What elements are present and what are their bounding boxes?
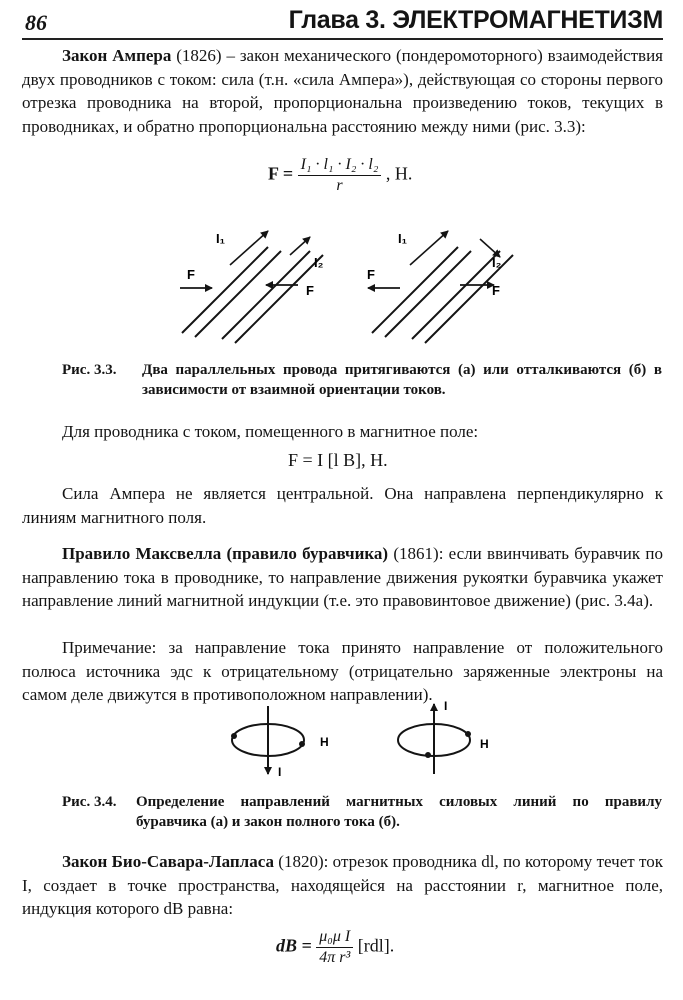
maxwell-paragraph	[22, 542, 663, 613]
loop-a-point-1	[231, 733, 237, 739]
arrow-i2-a	[290, 237, 310, 255]
ampere-formula	[268, 156, 412, 195]
biot-paragraph	[22, 850, 663, 921]
label-i-a: I	[278, 765, 282, 779]
biot-formula	[276, 928, 394, 967]
maxwell-note: Примечание: за направление тока принято направление от положительного полюса источника эдс к отрицательному (отрицательно заряженные электроны на самом деле движутся в противоположном направлении).	[22, 638, 663, 704]
chapter-title: Глава 3. ЭЛЕКТРОМАГНЕТИЗМ	[288, 6, 663, 34]
ampere-formula-unit: , Н.	[385, 163, 413, 184]
page-number: 86	[25, 10, 47, 35]
field-formula: F = I [l B], Н.	[288, 450, 388, 470]
figure-3-4	[222, 698, 512, 780]
caption-3-3-text: Два параллельных провода притягиваются (а) или отталкиваются (б) в зависимости от взаимной ориентации токов.	[142, 362, 662, 398]
arrow-i1-b	[410, 231, 448, 265]
header-rule	[22, 38, 663, 40]
label-h-a: Н	[320, 735, 329, 749]
biot-text: (1820): отрезок проводника dl, по которому течет ток I, создает в точке пространства, находящейся на расстоянии r, магнитное поле, индукция которого dB равна:	[22, 852, 663, 918]
label-i-b: I	[444, 699, 448, 713]
wire-b-right	[412, 251, 500, 339]
label-f-a-right: F	[306, 283, 314, 298]
ampere-formula-numerator: I₁ · l₁ · I₂ · l₂	[298, 156, 382, 176]
biot-formula-lhs: dB =	[276, 935, 312, 956]
caption-3-3	[62, 360, 662, 400]
caption-3-4-text: Определение направлений магнитных силовых линий по правилу буравчика (а) и закон полного тока (б).	[136, 794, 662, 830]
label-i1-a: I₁	[216, 231, 225, 246]
ampere-term: Закон Ампера	[62, 46, 172, 65]
wire-a-right	[222, 251, 310, 339]
caption-3-4-label: Рис. 3.4.	[62, 794, 117, 810]
biot-formula-rhs: [rdl].	[357, 935, 395, 956]
label-f-b-left: F	[367, 267, 375, 282]
ampere-formula-lhs: F =	[268, 163, 294, 184]
ampere-paragraph	[22, 44, 663, 138]
biot-term: Закон Био-Савара-Лапласа	[62, 852, 274, 871]
arrow-i1-a	[230, 231, 268, 265]
caption-3-4	[62, 792, 662, 832]
loop-b-point-2	[465, 731, 471, 737]
ampere-text: (1826) – закон механического (пондеромоторного) взаимодействия двух проводников с током: сила (т.н. «сила Ампера»), действующая со стороны первого отрезка проводника на второй, пропорциональна произведению токов, текущих в проводниках, и обратно пропорциональна расстоянию между ними (рис. 3.3):	[22, 46, 663, 136]
field-note: Сила Ампера не является центральной. Она направлена перпендикулярно к линиям магнитного поля.	[22, 484, 663, 527]
label-f-a-left: F	[187, 267, 195, 282]
biot-formula-fraction	[316, 928, 353, 967]
label-i1-b: I₁	[398, 231, 407, 246]
label-i2-b: I₂	[492, 255, 502, 270]
loop-a-point-2	[299, 741, 305, 747]
loop-b-point-1	[425, 752, 431, 758]
biot-formula-denominator: 4π r³	[319, 949, 351, 966]
maxwell-term: Правило Максвелла (правило буравчика)	[62, 544, 389, 563]
label-i2-a: I₂	[314, 255, 324, 270]
label-f-b-right: F	[492, 283, 500, 298]
ampere-formula-denominator: r	[336, 177, 343, 194]
figure-3-3	[160, 215, 540, 350]
ampere-formula-fraction	[298, 156, 382, 195]
maxwell-text: (1861): если ввинчивать буравчик по направлению тока в проводнике, то направление движения рукоятки буравчика укажет направление линий магнитной индукции (т.е. это правовинтовое движение) (рис. 3.4а).	[22, 544, 663, 610]
label-h-b: Н	[480, 737, 489, 751]
biot-formula-numerator: μ₀μ I	[316, 928, 353, 948]
wire-a-left	[182, 247, 268, 333]
field-intro: Для проводника с током, помещенного в магнитное поле:	[62, 422, 479, 441]
caption-3-3-label: Рис. 3.3.	[62, 362, 117, 378]
